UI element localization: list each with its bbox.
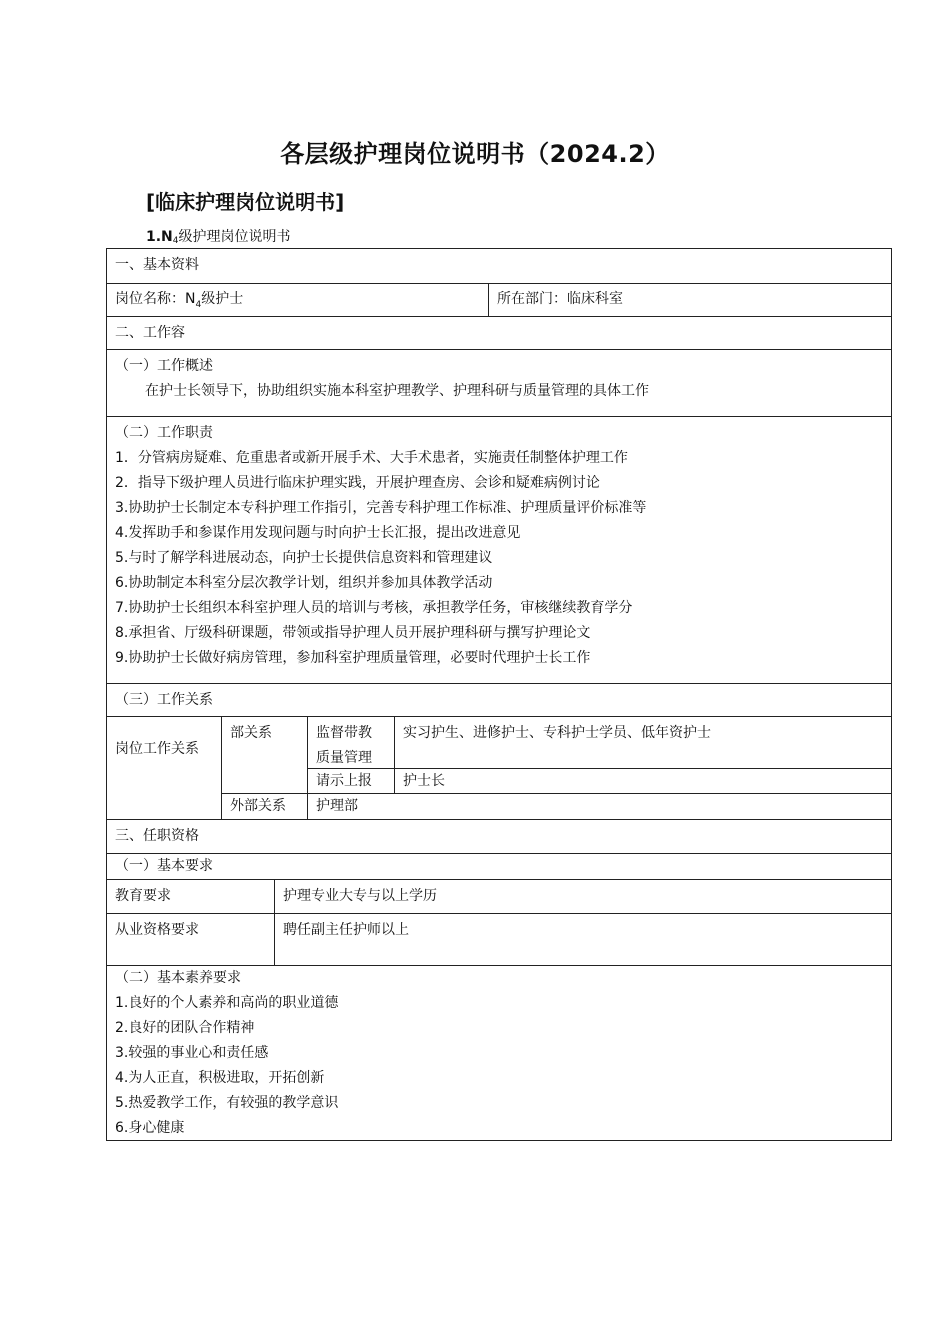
document-subtitle: [临床护理岗位说明书] <box>146 190 345 214</box>
document-title: 各层级护理岗位说明书（2024.2） <box>280 140 670 168</box>
duties-title: （二）工作职责 <box>115 425 213 441</box>
post-heading-prefix: 1.N <box>146 229 173 245</box>
position-name-label: 岗位名称：N <box>115 291 196 307</box>
education-row <box>106 880 892 914</box>
post-heading-subscript: 4 <box>172 236 179 246</box>
relations-label: 岗位工作关系 <box>115 741 199 757</box>
duty-item: 2．指导下级护理人员进行临床护理实践，开展护理查房、会诊和疑难病例讨论 <box>115 475 600 491</box>
internal-relations-label: 部关系 <box>230 725 272 741</box>
relations-title: （三）工作关系 <box>115 692 213 708</box>
quality-item: 6.身心健康 <box>115 1120 185 1136</box>
duty-item: 5.与时了解学科进展动态，向护士长提供信息资料和管理建议 <box>115 550 493 566</box>
post-heading-rest: 级护理岗位说明书 <box>178 229 291 245</box>
supervise-value: 实习护生、进修护士、专科护士学员、低年资护士 <box>403 725 711 741</box>
position-name <box>107 283 251 322</box>
basic-requirements-title: （一）基本要求 <box>115 858 213 874</box>
quality-item: 4.为人正直，积极进取，开拓创新 <box>115 1070 325 1086</box>
supervise-line-2: 质量管理 <box>316 750 372 766</box>
quality-item: 3.较强的事业心和责任感 <box>115 1045 269 1061</box>
duty-item: 7.协助护士长组织本科室护理人员的培训与考核，承担教学任务，审核继续教育学分 <box>115 600 633 616</box>
report-label: 请示上报 <box>316 773 372 789</box>
department: 所在部门：临床科室 <box>497 291 623 307</box>
quality-item: 1.良好的个人素养和高尚的职业道德 <box>115 995 339 1011</box>
section-basic-info <box>106 248 892 284</box>
overview-title: （一）工作概述 <box>115 358 213 374</box>
duty-item: 3.协助护士长制定本专科护理工作指引，完善专科护理工作标准、护理质量评价标准等 <box>115 500 647 516</box>
education-value: 护理专业大专与以上学历 <box>283 888 437 904</box>
position-row <box>106 283 892 317</box>
duty-item: 1．分管病房疑难、危重患者或新开展手术、大手术患者，实施责任制整体护理工作 <box>115 450 628 466</box>
supervise-label <box>308 717 380 775</box>
external-relations-label: 外部关系 <box>230 798 286 814</box>
section-work <box>106 317 892 350</box>
section-qualification <box>106 820 892 854</box>
section-basic-info-title: 一、基本资料 <box>115 257 199 273</box>
certification-row <box>106 914 892 966</box>
overview-text: 在护士长领导下，协助组织实施本科室护理教学、护理科研与质量管理的具体工作 <box>145 383 649 399</box>
position-name-rest: 级护士 <box>201 291 244 307</box>
section-work-title: 二、工作容 <box>115 325 185 341</box>
duty-item: 8.承担省、厅级科研课题，带领或指导护理人员开展护理科研与撰写护理论文 <box>115 625 591 641</box>
post-heading <box>146 226 291 246</box>
duty-item: 6.协助制定本科室分层次教学计划，组织并参加具体教学活动 <box>115 575 493 591</box>
duty-item: 9.协助护士长做好病房管理，参加科室护理质量管理，必要时代理护士长工作 <box>115 650 591 666</box>
work-overview <box>106 350 892 417</box>
quality-item: 5.热爱教学工作，有较强的教学意识 <box>115 1095 339 1111</box>
section-qualification-title: 三、任职资格 <box>115 828 199 844</box>
relations-table <box>106 717 892 820</box>
work-relations <box>106 684 892 717</box>
work-duties <box>106 417 892 684</box>
duty-item: 4.发挥助手和参谋作用发现问题与时向护士长汇报，提出改进意见 <box>115 525 521 541</box>
education-label: 教育要求 <box>115 888 171 904</box>
supervise-line-1: 监督带教 <box>316 725 372 741</box>
certification-value: 聘任副主任护师以上 <box>283 922 409 938</box>
position-name-subscript: 4 <box>195 299 202 310</box>
certification-label: 从业资格要求 <box>115 922 199 938</box>
external-relations-value: 护理部 <box>316 798 358 814</box>
report-value: 护士长 <box>403 773 445 789</box>
basic-requirements <box>106 854 892 880</box>
quality-requirements <box>106 966 892 1141</box>
quality-item: 2.良好的团队合作精神 <box>115 1020 255 1036</box>
quality-title: （二）基本素养要求 <box>115 970 241 986</box>
